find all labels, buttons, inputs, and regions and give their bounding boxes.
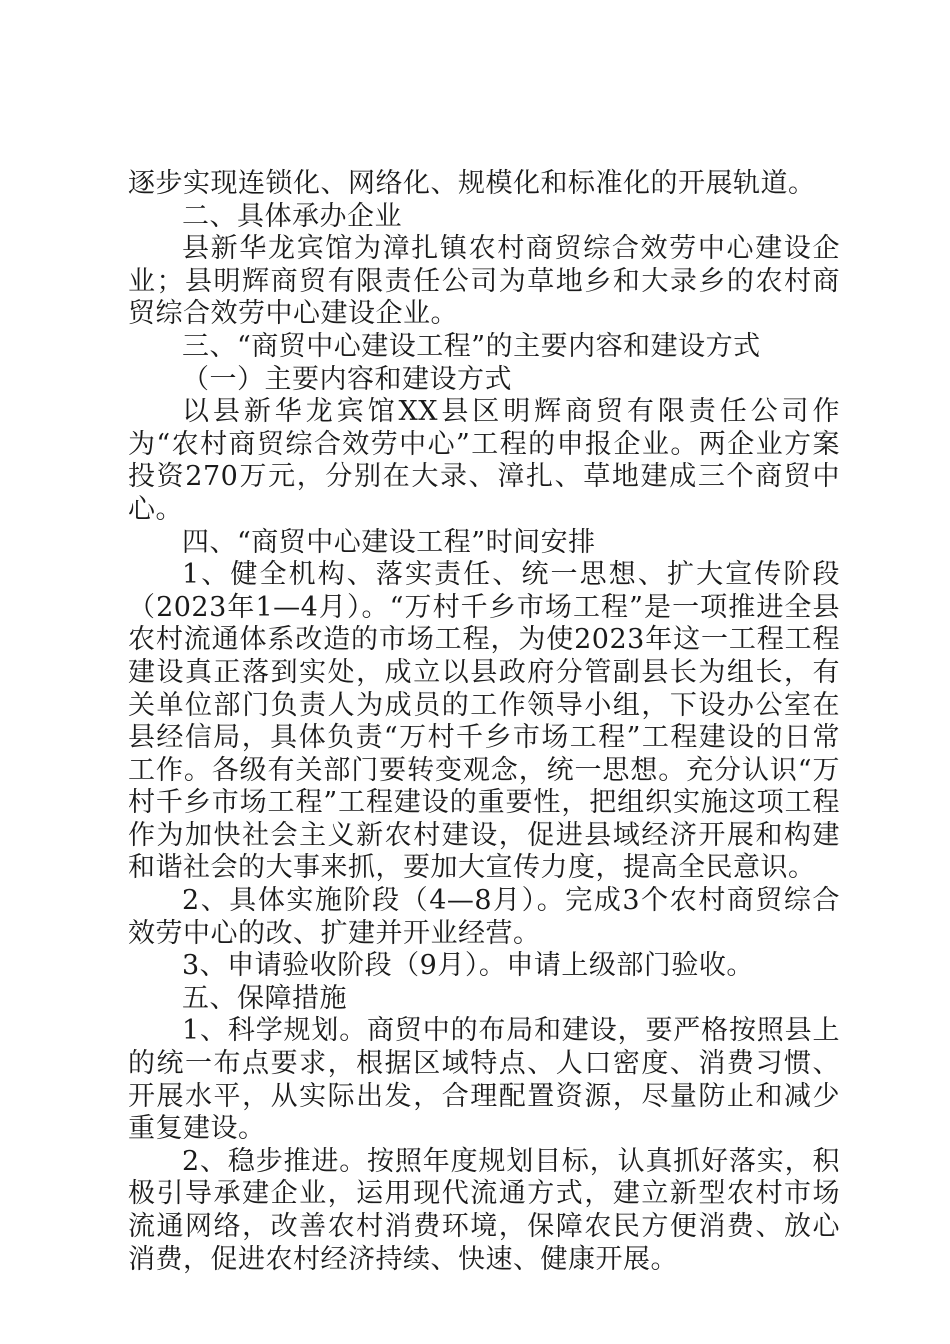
subsection-heading-1: （一）主要内容和建设方式 bbox=[182, 363, 512, 395]
paragraph-12: 1、科学规划。商贸中的布局和建设，要严格按照县上的统一布点要求，根据区域特点、人口密度、消费习惯、开展水平，从实际出发，合理配置资源，尽量防止和减少重复建设。 bbox=[128, 1015, 840, 1145]
paragraph-8: 1、健全机构、落实责任、统一思想、扩大宣传阶段（2023年1—4月）。“万村千乡市场工程”是一项推进全县农村流通体系改造的市场工程，为使2023年这一工程工程建设真正落到实处，成立以县政府分管副县长为组长，有关单位部门负责人为成员的工作领导小组，下设办公室在县经信局，具体负责“万村千乡市场工程”工程建设的日常工作。各级有关部门要转变观念，统一思想。充分认识“万村千乡市场工程”工程建设的重要性，把组织实施这项工程作为加快社会主义新农村建设，促进县域经济开展和构建和谐社会的大事来抓，要加大宣传力度，提高全民意识。 bbox=[128, 559, 840, 884]
paragraph-6: 以县新华龙宾馆XX县区明辉商贸有限责任公司作为“农村商贸综合效劳中心”工程的申报企业。两企业方案投资270万元，分别在大录、漳扎、草地建成三个商贸中心。 bbox=[128, 396, 840, 525]
paragraph-10: 3、申请验收阶段（9月）。申请上级部门验收。 bbox=[182, 950, 754, 982]
paragraph-13: 2、稳步推进。按照年度规划目标，认真抓好落实，积极引导承建企业，运用现代流通方式，建立新型农村市场流通网络，改善农村消费环境，保障农民方便消费、放心消费，促进农村经济持续、快速、健康开展。 bbox=[128, 1145, 840, 1275]
paragraph-3: 县新华龙宾馆为漳扎镇农村商贸综合效劳中心建设企业；县明辉商贸有限责任公司为草地乡和大录乡的农村商贸综合效劳中心建设企业。 bbox=[128, 233, 840, 330]
paragraph-9: 2、具体实施阶段（4—8月）。完成3个农村商贸综合效劳中心的改、扩建并开业经营。 bbox=[128, 885, 840, 949]
section-heading-4: 四、“商贸中心建设工程”时间安排 bbox=[182, 526, 596, 558]
paragraph-1: 逐步实现连锁化、网络化、规模化和标准化的开展轨道。 bbox=[128, 168, 816, 199]
document-body bbox=[128, 168, 840, 1276]
section-heading-5: 五、保障措施 bbox=[182, 982, 347, 1014]
section-heading-3: 三、“商贸中心建设工程”的主要内容和建设方式 bbox=[182, 330, 761, 362]
section-heading-2: 二、具体承办企业 bbox=[182, 200, 402, 232]
